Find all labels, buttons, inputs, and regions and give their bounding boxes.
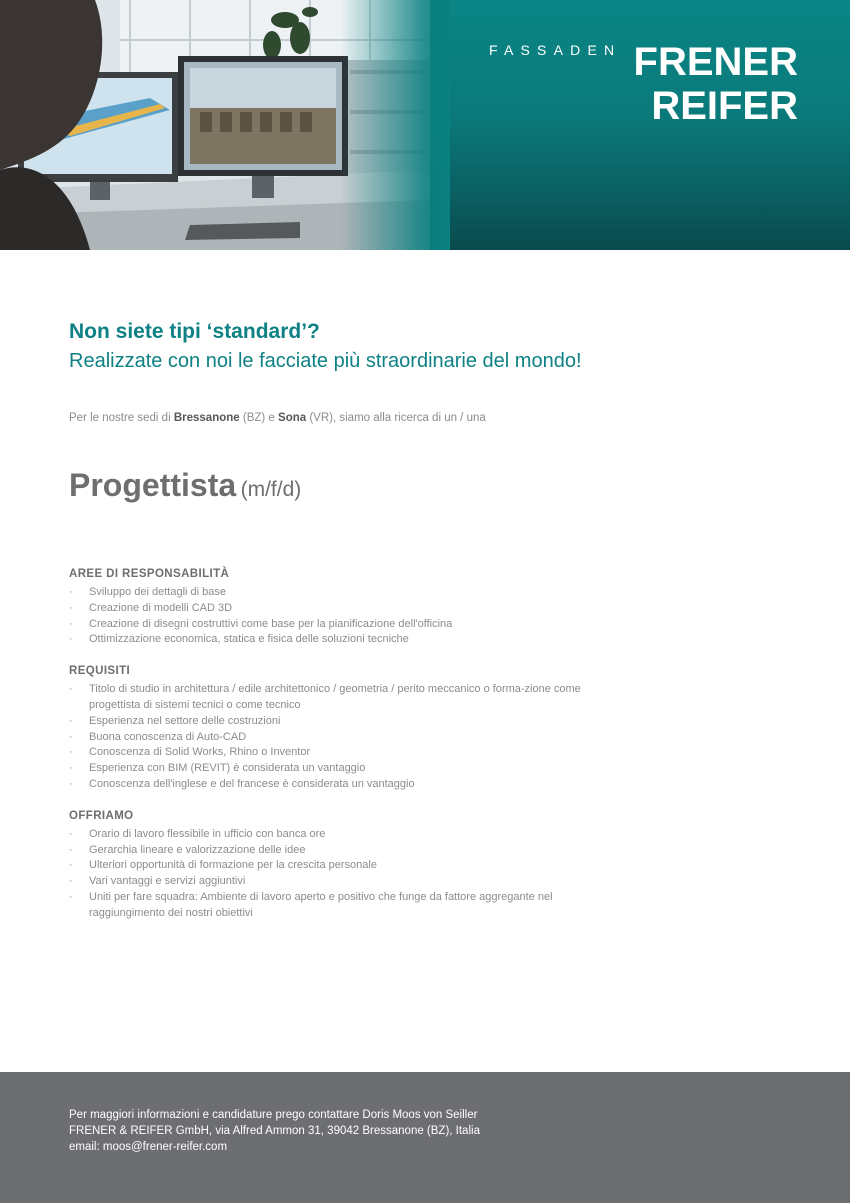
list-item — [69, 730, 594, 746]
bullet-icon: · — [69, 859, 73, 872]
section — [69, 566, 669, 648]
bullet-list — [69, 585, 669, 648]
bullet-list — [69, 827, 669, 922]
brand-logo — [634, 40, 798, 128]
intro-city-bressanone: Bressanone — [173, 412, 240, 424]
list-item-text: Ottimizzazione economica, statica e fisica delle soluzioni tecniche — [89, 633, 409, 646]
bullet-icon: · — [69, 633, 73, 646]
photo-fade-overlay — [340, 0, 450, 250]
list-item — [69, 761, 594, 777]
list-item — [69, 617, 594, 633]
bullet-icon: · — [69, 827, 73, 840]
subheadline: Realizzate con noi le facciate più straordinarie del mondo! — [69, 350, 582, 372]
list-item-text: Conoscenza dell'inglese e del francese è considerata un vantaggio — [89, 777, 415, 790]
header-banner — [0, 0, 850, 250]
footer-line-address: FRENER & REIFER GmbH, via Alfred Ammon 31, 39042 Bressanone (BZ), Italia — [69, 1124, 480, 1137]
list-item-text: Gerarchia lineare e valorizzazione delle idee — [89, 843, 306, 856]
job-title-main: Progettista — [69, 467, 237, 503]
intro-part2: (BZ) e — [239, 412, 279, 424]
bullet-icon: · — [69, 762, 73, 775]
contact-footer — [0, 1072, 850, 1203]
list-item-text: Creazione di disegni costruttivi come base per la pianificazione dell'officina — [89, 617, 453, 630]
list-item-text: Titolo di studio in architettura / edile architettonico / geometria / perito meccanico o forma-zione come progettista di sistemi tecnici o come tecnico — [89, 683, 581, 711]
list-item-text: Uniti per fare squadra: Ambiente di lavoro aperto e positivo che funge da fattore aggregante nel raggiungimento dei nostri obiettivi — [89, 890, 553, 919]
list-item — [69, 777, 594, 793]
section-heading: REQUISITI — [69, 665, 131, 678]
list-item — [69, 682, 594, 714]
list-item-text: Esperienza con BIM (REVIT) è considerata un vantaggio — [89, 762, 366, 775]
brand-logo-line1: FRENER — [633, 40, 798, 84]
bullet-icon: · — [69, 730, 73, 743]
headline: Non siete tipi ‘standard’? — [69, 320, 320, 343]
footer-contact-text — [69, 1108, 480, 1155]
footer-line-contact: Per maggiori informazioni e candidature prego contattare Doris Moos von Seiller — [69, 1109, 478, 1121]
list-item — [69, 890, 594, 922]
intro-city-sona: Sona — [278, 412, 307, 424]
list-item — [69, 585, 594, 601]
job-posting-content — [69, 318, 669, 922]
list-item — [69, 745, 594, 761]
list-item-text: Orario di lavoro flessibile in ufficio con banca ore — [89, 827, 326, 840]
section — [69, 808, 669, 922]
list-item-text: Creazione di modelli CAD 3D — [89, 601, 233, 614]
job-title — [69, 465, 669, 512]
list-item-text: Vari vantaggi e servizi aggiuntivi — [89, 875, 246, 888]
list-item-text: Buona conoscenza di Auto-CAD — [89, 730, 247, 743]
list-item — [69, 601, 594, 617]
bullet-icon: · — [69, 746, 73, 759]
section-heading: AREE DI RESPONSABILITÀ — [69, 568, 230, 580]
list-item — [69, 714, 594, 730]
sections-container — [69, 566, 669, 922]
bullet-icon: · — [69, 714, 73, 727]
list-item — [69, 874, 594, 890]
bullet-icon: · — [69, 875, 73, 888]
brand-logo-line2: REIFER — [651, 84, 798, 128]
bullet-icon: · — [69, 586, 73, 598]
bullet-icon: · — [69, 617, 73, 630]
bullet-list — [69, 682, 669, 793]
job-title-suffix: (m/f/d) — [240, 478, 302, 501]
list-item-text: Conoscenza di Solid Works, Rhino o Inventor — [89, 746, 311, 759]
bullet-icon: · — [69, 890, 73, 903]
list-item-text: Ulteriori opportunità di formazione per la crescita personale — [89, 859, 377, 872]
bullet-icon: · — [69, 777, 73, 790]
footer-line-email[interactable]: email: moos@frener-reifer.com — [69, 1140, 228, 1153]
list-item — [69, 632, 594, 648]
brand-tagline: FASSADEN — [489, 42, 622, 58]
intro-text — [69, 410, 669, 426]
section-heading: OFFRIAMO — [69, 809, 134, 822]
list-item-text: Esperienza nel settore delle costruzioni — [89, 714, 281, 727]
list-item — [69, 858, 594, 874]
list-item — [69, 843, 594, 859]
list-item-text: Sviluppo dei dettagli di base — [89, 586, 226, 598]
intro-part1: Per le nostre sedi di — [69, 412, 174, 424]
bullet-icon: · — [69, 601, 73, 614]
section — [69, 663, 669, 793]
bullet-icon: · — [69, 683, 73, 696]
intro-part3: (VR), siamo alla ricerca di un / una — [306, 412, 486, 424]
bullet-icon: · — [69, 843, 73, 856]
list-item — [69, 827, 594, 843]
